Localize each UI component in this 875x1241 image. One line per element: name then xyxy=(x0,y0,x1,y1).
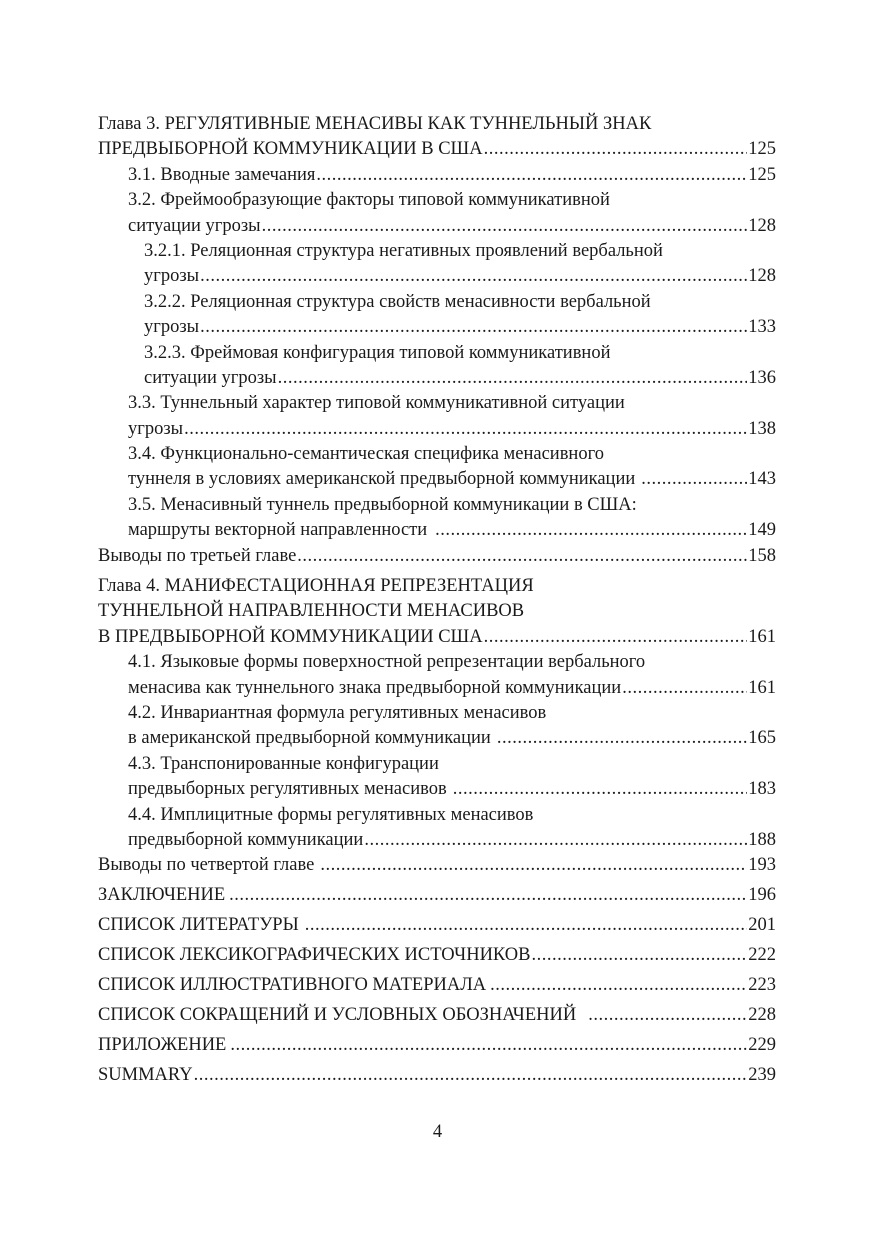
dot-leader xyxy=(200,315,747,340)
dot-leader xyxy=(316,163,747,188)
dot-leader xyxy=(622,676,747,701)
toc-entry-3-2-3[interactable] xyxy=(98,341,776,392)
toc-page-number: 133 xyxy=(748,317,776,338)
dot-leader xyxy=(278,366,748,391)
toc-page-number: 196 xyxy=(748,885,776,906)
toc-entry-text: ЗАКЛЮЧЕНИЕ xyxy=(98,885,226,906)
toc-entry-text: угрозы xyxy=(128,418,184,439)
toc-entry-text: СПИСОК ИЛЛЮСТРАТИВНОГО МАТЕРИАЛА xyxy=(98,974,487,995)
dot-leader xyxy=(194,1063,748,1088)
toc-entry-3-3[interactable] xyxy=(98,391,776,442)
dot-leader xyxy=(262,214,748,239)
dot-leader xyxy=(184,417,747,442)
dot-leader xyxy=(230,1033,747,1058)
toc-page-number: 223 xyxy=(748,974,776,995)
toc-entry-text: Выводы по четвертой главе xyxy=(98,855,315,876)
dot-leader xyxy=(490,973,747,998)
dot-leader xyxy=(229,883,747,908)
toc-entry-text: Глава 4. МАНИФЕСТАЦИОННАЯ РЕПРЕЗЕНТАЦИЯ xyxy=(98,576,534,597)
toc-entry-chapter-4[interactable] xyxy=(98,574,776,650)
toc-page-number: 143 xyxy=(748,469,776,490)
dot-leader xyxy=(484,137,748,162)
dot-leader xyxy=(484,625,748,650)
toc-entry-3-2-1[interactable] xyxy=(98,239,776,290)
toc-entry-text: СПИСОК СОКРАЩЕНИЙ И УСЛОВНЫХ ОБОЗНАЧЕНИЙ xyxy=(98,1004,577,1025)
toc-entry-3-2[interactable] xyxy=(98,188,776,239)
toc-entry-text: ТУННЕЛЬНОЙ НАПРАВЛЕННОСТИ МЕНАСИВОВ xyxy=(98,601,525,622)
toc-entry-4-4[interactable] xyxy=(98,803,776,854)
dot-leader xyxy=(497,726,747,751)
dot-leader xyxy=(453,777,748,802)
toc-page-number: 149 xyxy=(748,520,776,541)
toc-page-number: 128 xyxy=(748,266,776,287)
toc-entry-text: предвыборной коммуникации xyxy=(128,829,364,850)
toc-entry-text: 3.2.3. Фреймовая конфигурация типовой коммуникативной xyxy=(144,342,611,363)
toc-entry-text: 4.1. Языковые формы поверхностной репрезентации вербального xyxy=(128,652,646,673)
dot-leader xyxy=(297,544,747,569)
toc-page-number: 228 xyxy=(748,1004,776,1025)
table-of-contents xyxy=(98,112,776,1088)
toc-page-number: 183 xyxy=(748,779,776,800)
toc-entry-text: Выводы по третьей главе xyxy=(98,545,297,566)
toc-entry-abbreviations[interactable] xyxy=(98,1003,776,1028)
toc-entry-text: 4.4. Имплицитные формы регулятивных менасивов xyxy=(128,804,534,825)
toc-entry-text: предвыборных регулятивных менасивов xyxy=(128,779,447,800)
toc-page-number: 125 xyxy=(748,139,776,160)
toc-entry-text: менасива как туннельного знака предвыборной коммуникации xyxy=(128,677,622,698)
toc-page-number: 161 xyxy=(748,626,776,647)
toc-entry-text: 3.5. Менасивный туннель предвыборной коммуникации в США: xyxy=(128,494,637,515)
toc-entry-text: ПРЕДВЫБОРНОЙ КОММУНИКАЦИИ В США xyxy=(98,139,483,160)
toc-entry-3-2-2[interactable] xyxy=(98,290,776,341)
dot-leader xyxy=(305,913,748,938)
toc-entry-text: 3.4. Функционально-семантическая специфика менасивного xyxy=(128,444,604,465)
toc-entry-text: Глава 3. РЕГУЛЯТИВНЫЕ МЕНАСИВЫ КАК ТУННЕЛЬНЫЙ ЗНАК xyxy=(98,114,652,134)
page-number: 4 xyxy=(432,1122,443,1142)
toc-entry-summary[interactable] xyxy=(98,1063,776,1088)
toc-entry-text: СПИСОК ЛЕКСИКОГРАФИЧЕСКИХ ИСТОЧНИКОВ xyxy=(98,945,531,965)
toc-page-number: 222 xyxy=(748,945,776,965)
toc-entry-4-3[interactable] xyxy=(98,752,776,803)
toc-page-number: 161 xyxy=(748,677,776,698)
toc-entry-text: угрозы xyxy=(144,266,200,287)
toc-page-number: 165 xyxy=(748,728,776,749)
toc-entry-text: В ПРЕДВЫБОРНОЙ КОММУНИКАЦИИ США xyxy=(98,626,483,647)
toc-entry-text: 4.3. Транспонированные конфигурации xyxy=(128,753,439,774)
dot-leader xyxy=(641,467,747,492)
dot-leader xyxy=(532,943,748,968)
toc-entry-text: ПРИЛОЖЕНИЕ xyxy=(98,1034,227,1055)
toc-entry-text: в американской предвыборной коммуникации xyxy=(128,728,491,749)
toc-entry-appendix[interactable] xyxy=(98,1033,776,1058)
toc-entry-4-2[interactable] xyxy=(98,701,776,752)
toc-entry-text: 3.2. Фреймообразующие факторы типовой коммуникативной xyxy=(128,190,610,211)
toc-entry-text: 4.2. Инвариантная формула регулятивных менасивов xyxy=(128,702,547,723)
toc-entry-conclusion[interactable] xyxy=(98,883,776,908)
toc-entry-3-5[interactable] xyxy=(98,493,776,544)
toc-page-number: 201 xyxy=(748,915,776,936)
toc-page-number: 188 xyxy=(748,829,776,850)
toc-entry-illustrative-material[interactable] xyxy=(98,973,776,998)
toc-entry-text: ситуации угрозы xyxy=(144,367,277,388)
toc-entry-conclusions-ch4[interactable] xyxy=(98,853,776,878)
toc-page-number: 125 xyxy=(748,164,776,185)
toc-entry-conclusions-ch3[interactable] xyxy=(98,544,776,569)
toc-page-number: 239 xyxy=(748,1064,776,1085)
dot-leader xyxy=(364,828,747,853)
toc-page-number: 128 xyxy=(748,215,776,236)
toc-page-number: 136 xyxy=(748,367,776,388)
toc-page-number: 138 xyxy=(748,418,776,439)
toc-entry-text: 3.2.1. Реляционная структура негативных проявлений вербальной xyxy=(144,240,663,261)
dot-leader xyxy=(200,264,747,289)
toc-entry-3-1[interactable] xyxy=(98,163,776,188)
toc-entry-chapter-3[interactable] xyxy=(98,112,776,163)
toc-page-number: 193 xyxy=(748,855,776,876)
toc-entry-3-4[interactable] xyxy=(98,442,776,493)
toc-entry-text: туннеля в условиях американской предвыборной коммуникации xyxy=(128,469,636,490)
toc-entry-4-1[interactable] xyxy=(98,650,776,701)
toc-entry-text: 3.2.2. Реляционная структура свойств менасивности вербальной xyxy=(144,291,651,312)
toc-entry-text: ситуации угрозы xyxy=(128,215,261,236)
toc-entry-text: SUMMARY xyxy=(98,1064,193,1085)
toc-entry-text: маршруты векторной направленности xyxy=(128,520,428,541)
toc-entry-text: 3.3. Туннельный характер типовой коммуникативной ситуации xyxy=(128,393,625,414)
toc-page-number: 158 xyxy=(748,545,776,566)
dot-leader xyxy=(435,518,747,543)
toc-entry-text: угрозы xyxy=(144,317,200,338)
dot-leader xyxy=(588,1003,747,1028)
toc-entry-text: СПИСОК ЛИТЕРАТУРЫ xyxy=(98,915,299,936)
toc-entry-lexicographic-sources[interactable] xyxy=(98,943,776,968)
toc-entry-references[interactable] xyxy=(98,913,776,938)
toc-entry-text: 3.1. Вводные замечания xyxy=(128,164,316,185)
dot-leader xyxy=(320,853,747,878)
toc-page-number: 229 xyxy=(748,1034,776,1055)
